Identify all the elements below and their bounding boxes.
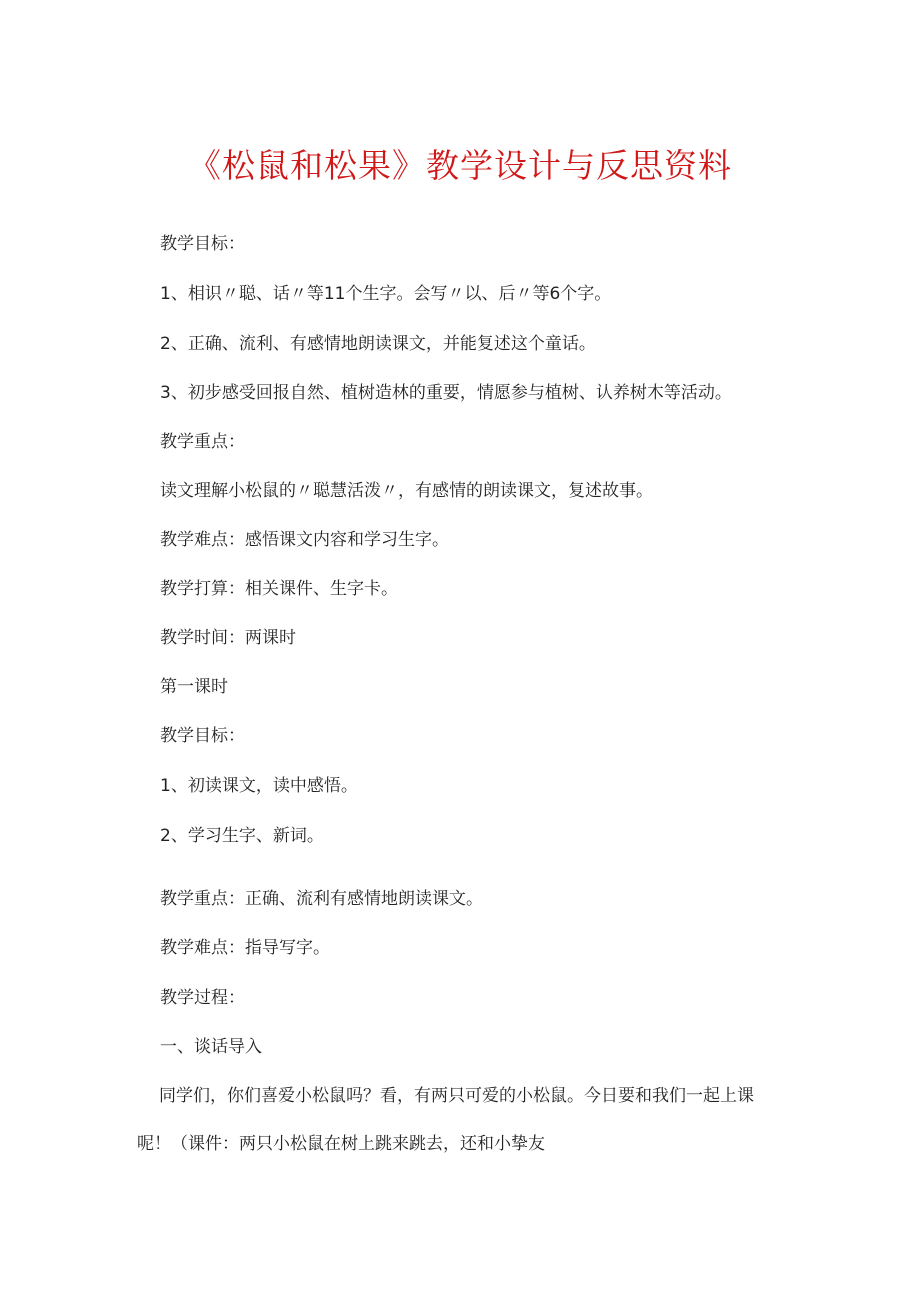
text-line: 教学时间：两课时 (160, 628, 296, 648)
text-line: 3、初步感受回报自然、植树造林的重要，情愿参与植树、认养树木等活动。 (160, 383, 732, 403)
body-paragraph: 同学们，你们喜爱小松鼠吗？看，有两只可爱的小松鼠。今日要和我们一起上课呢！（课件：两只小松鼠在树上跳来跳去，还和小挚友 (137, 1086, 754, 1154)
text-line: 1、相识〃聪、话〃等11个生字。会写〃以、后〃等6个字。 (160, 284, 612, 304)
text-line: 一、谈话导入 (160, 1037, 262, 1057)
text-line: 教学目标： (160, 234, 245, 254)
text-line: 教学重点： (160, 432, 245, 452)
text-line: 教学难点：感悟课文内容和学习生字。 (160, 530, 449, 550)
text-line: 第一课时 (160, 677, 228, 697)
text-line: 教学打算：相关课件、生字卡。 (160, 579, 398, 599)
text-line: 读文理解小松鼠的〃聪慧活泼〃，有感情的朗读课文，复述故事。 (160, 481, 653, 501)
text-line: 2、学习生字、新词。 (160, 826, 324, 846)
text-line: 教学重点：正确、流利有感情地朗读课文。 (160, 889, 483, 909)
document-title: 《松鼠和松果》教学设计与反思资料 (188, 146, 732, 185)
text-line: 2、正确、流利、有感情地朗读课文，并能复述这个童话。 (160, 334, 596, 354)
text-line: 教学目标： (160, 726, 245, 746)
text-line: 教学难点：指导写字。 (160, 938, 330, 958)
text-line: 1、初读课文，读中感悟。 (160, 776, 358, 796)
text-line: 教学过程： (160, 988, 245, 1008)
